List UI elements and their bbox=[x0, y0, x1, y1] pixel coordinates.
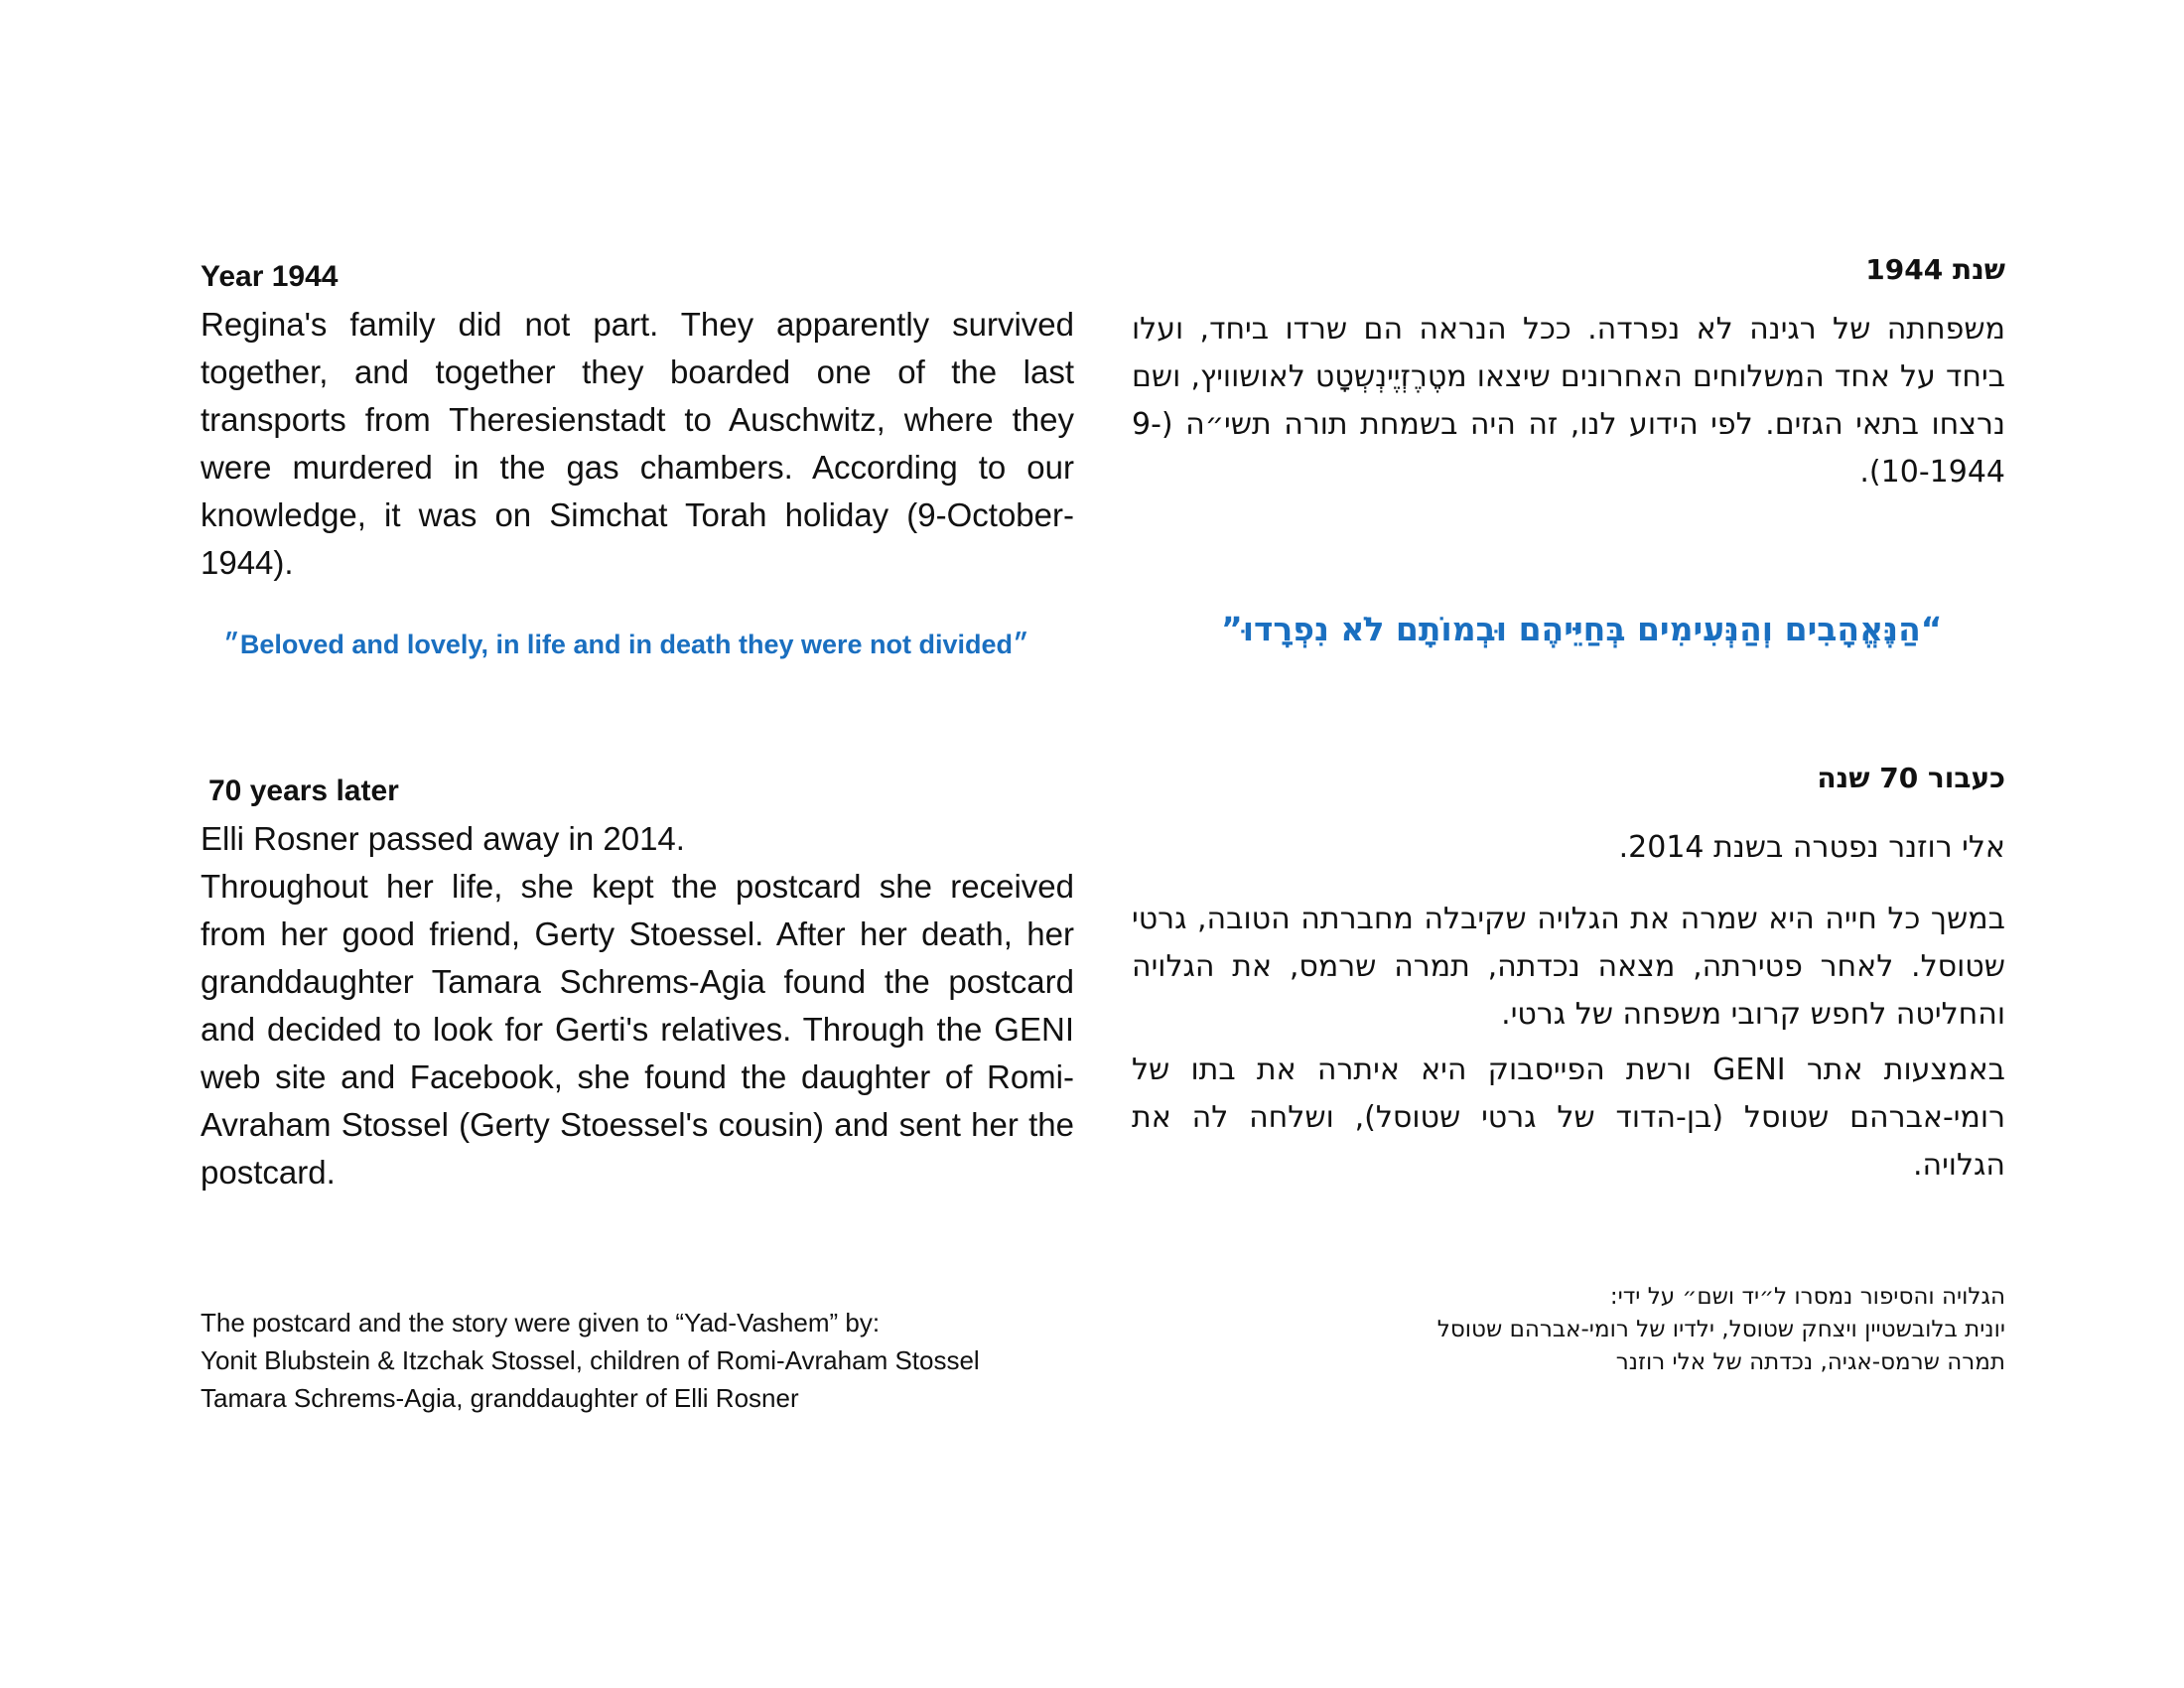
paragraph-70-he-3: באמצעות אתר GENI ורשת הפייסבוק היא איתרה את בתו של רומי-אברהם שטוסל (בן-הדוד של גרטי שטוסל), ושלחה לה את הגלויה. bbox=[1132, 1053, 2005, 1183]
section-1944-he bbox=[1132, 246, 2005, 496]
credits-en-line: Tamara Schrems-Agia, granddaughter of Elli Rosner bbox=[201, 1383, 799, 1413]
section-70-en bbox=[201, 768, 1074, 1196]
section-1944-en bbox=[201, 253, 1074, 587]
credits-he bbox=[1132, 1281, 2005, 1379]
paragraph-1944-en: Regina's family did not part. They apparently survived together, and together they boarded one of the last transports from Theresienstadt to Auschwitz, where they were murdered in the gas chambers. According to our knowledge, it was on Simchat Torah holiday (9-October-1944). bbox=[201, 306, 1074, 581]
paragraph-70-en-2: Throughout her life, she kept the postcard she received from her good friend, Gerty Stoessel. After her death, her granddaughter Tamara Schrems-Agia found the postcard and decided to look for Gerti's relatives. Through the GENI web site and Facebook, she found the daughter of Romi-Avraham Stossel (Gerty Stoessel's cousin) and sent her the postcard. bbox=[201, 868, 1074, 1191]
credits-en-line: Yonit Blubstein & Itzchak Stossel, children of Romi-Avraham Stossel bbox=[201, 1345, 980, 1375]
quote-en: ״Beloved and lovely, in life and in death they were not divided״ bbox=[223, 630, 1029, 659]
credits-en-line: The postcard and the story were given to “Yad-Vashem” by: bbox=[201, 1308, 881, 1337]
section-70-he bbox=[1132, 755, 2005, 1190]
credits-he-line: הגלויה והסיפור נמסרו ל״יד ושם״ על ידי: bbox=[1609, 1284, 2005, 1310]
heading-70-years-later-he: כעבור 70 שנה bbox=[1817, 762, 2005, 794]
paragraph-1944-he: משפחתה של רגינה לא נפרדה. ככל הנראה הם שרדו ביחד, ועלו ביחד על אחד המשלוחים האחרונים שיצאו מטֶרֶזְיֶינְשְטָט לאושוויץ, ושם נרצחו בתאי הגזים. לפי הידוע לנו, זה היה בשמחת תורה תשי״ה (9-10-1944). bbox=[1132, 312, 2005, 490]
paragraph-70-he-2: במשך כל חייה היא שמרה את הגלויה שקיבלה מחברתה הטובה, גרטי שטוסל. לאחר פטירתה, מצאה נכדתה, תמרה שרמס, את הגלויה והחליטה לחפש קרובי משפחה של גרטי. bbox=[1132, 902, 2005, 1032]
credits-he-line: תמרה שרמס-אגיה, נכדתה של אלי רוזנר bbox=[1615, 1349, 2005, 1375]
heading-year-1944: Year 1944 bbox=[201, 260, 339, 293]
credits-en bbox=[201, 1304, 980, 1417]
heading-70-years-later: 70 years later bbox=[208, 774, 399, 807]
quote-he: “הַנֶּאֱהָבִים וְהַנְּעִימִים בְּחַיֵּיהֶם וּבְמוֹתָם לֹא נִפְרָדוּ” bbox=[1221, 610, 1943, 648]
heading-year-1944-he: שנת 1944 bbox=[1865, 253, 2005, 286]
paragraph-70-he-1: אלי רוזנר נפטרה בשנת 2014. bbox=[1618, 830, 2005, 865]
paragraph-70-en-1: Elli Rosner passed away in 2014. bbox=[201, 820, 685, 857]
credits-he-line: יונית בלובשטיין ויצחק שטוסל, ילדיו של רומי-אברהם שטוסל bbox=[1436, 1317, 2005, 1342]
